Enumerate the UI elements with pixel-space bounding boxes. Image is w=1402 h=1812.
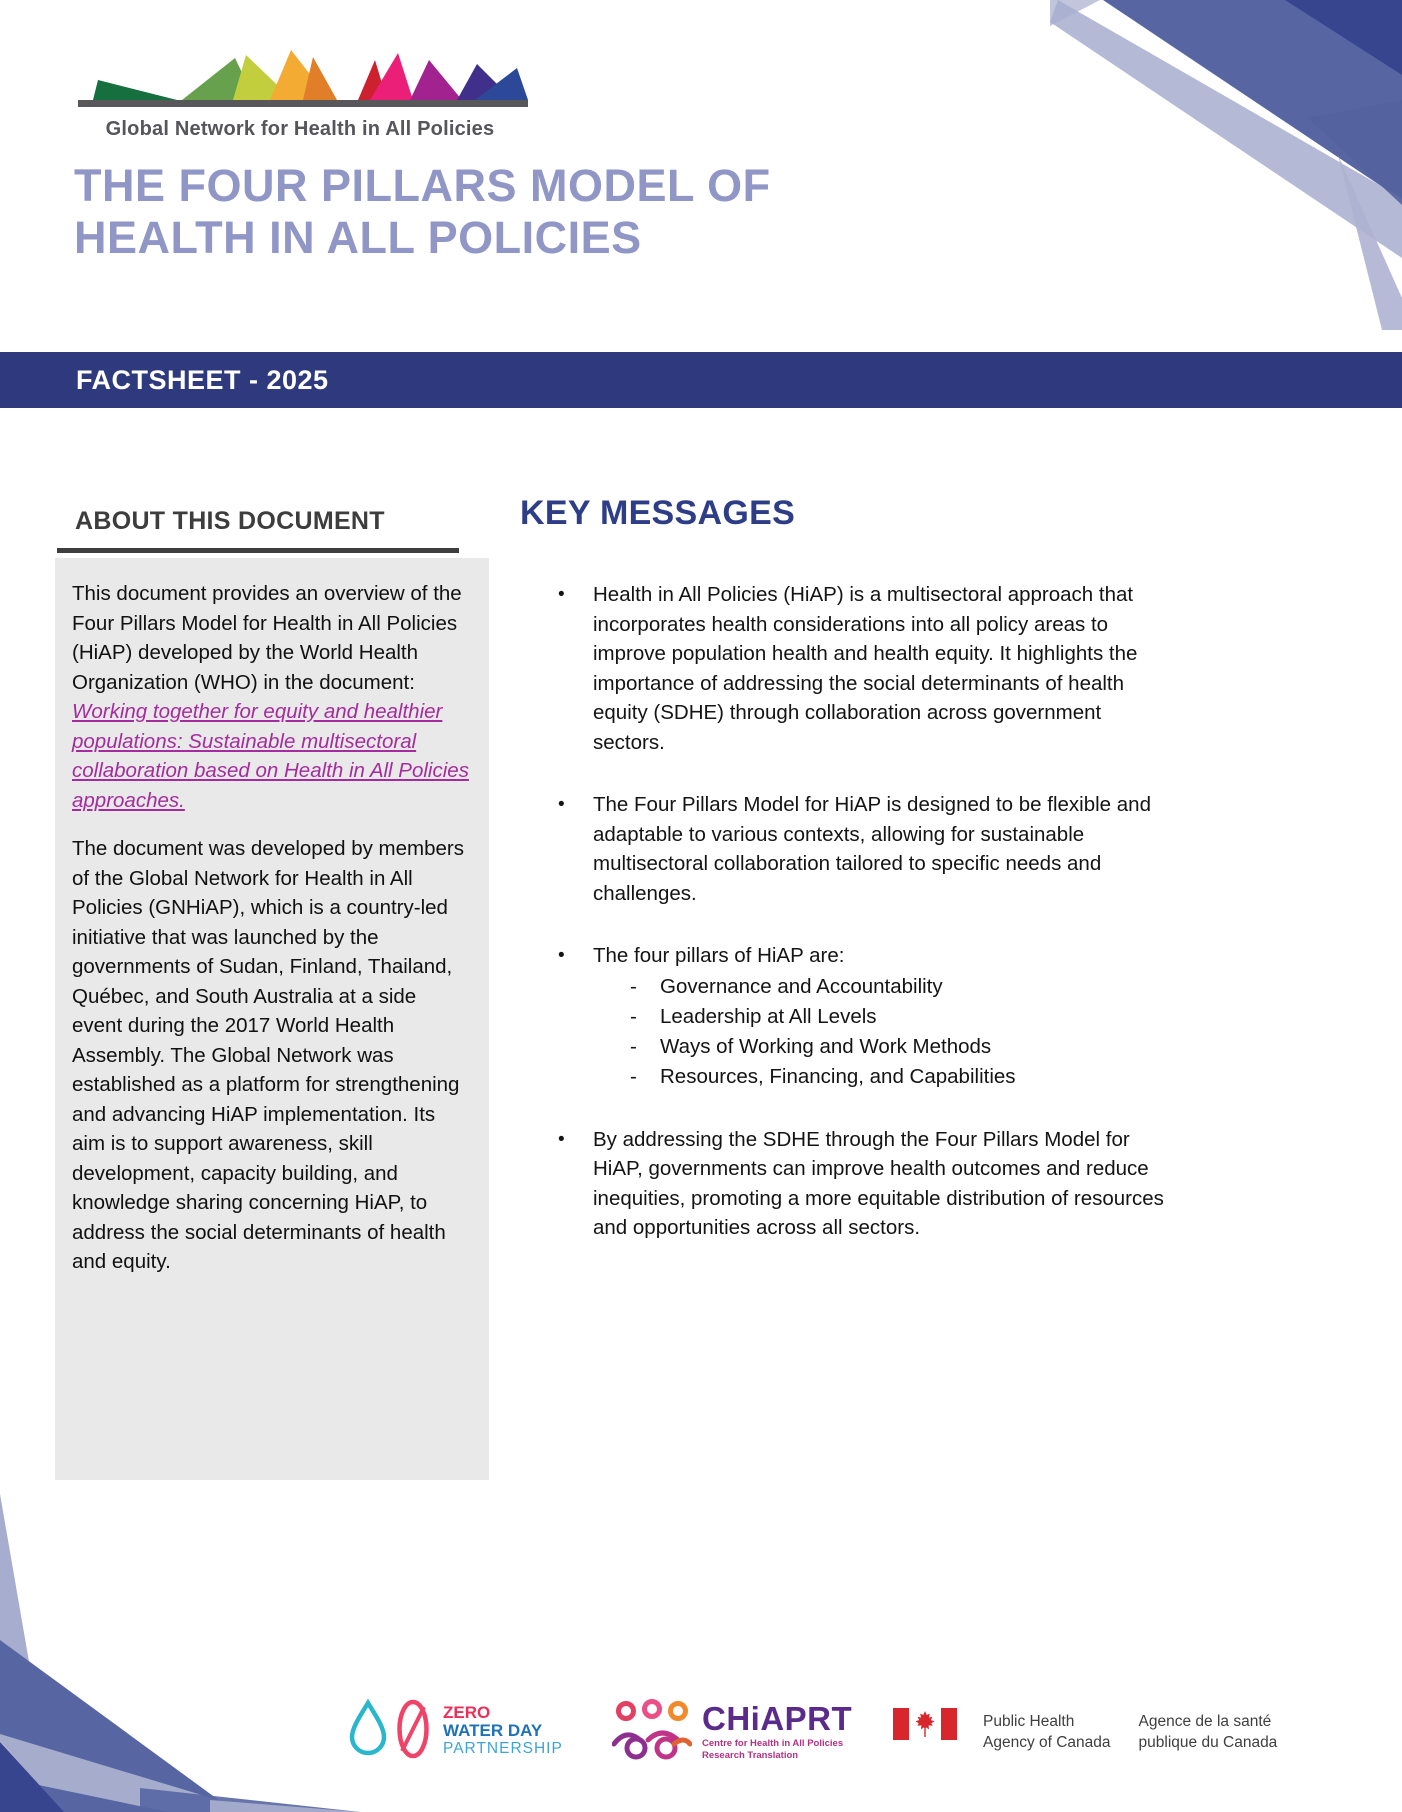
pillar-item [593, 972, 1171, 1002]
about-heading-rule [57, 548, 459, 553]
dash-icon: - [630, 1034, 637, 1058]
no-symbol-icon [395, 1698, 431, 1760]
pillar-label: Leadership at All Levels [660, 1004, 877, 1028]
phac-fr-line2: publique du Canada [1138, 1734, 1278, 1751]
key-messages-heading: KEY MESSAGES [520, 494, 796, 532]
bullet-icon: • [558, 1128, 565, 1150]
chiaprt-name: CHiAPRT [702, 1700, 853, 1737]
canada-flag-icon [893, 1708, 957, 1740]
dash-icon: - [630, 1004, 637, 1028]
public-health-agency-logo [893, 1708, 1277, 1753]
page-title-line2: HEALTH IN ALL POLICIES [74, 212, 642, 263]
dash-icon: - [630, 974, 637, 998]
about-heading: ABOUT THIS DOCUMENT [75, 507, 385, 535]
corner-decoration-top-right [1050, 0, 1402, 330]
pillar-label: Governance and Accountability [660, 974, 943, 998]
phac-fr-line1: Agence de la santé [1138, 1713, 1272, 1730]
people-circles-icon [612, 1698, 692, 1766]
key-message-body [593, 1125, 1171, 1243]
chiaprt-subtitle-line1: Centre for Health in All Policies [702, 1738, 844, 1749]
factsheet-banner-label: FACTSHEET - 2025 [76, 365, 329, 395]
phac-en-line2: Agency of Canada [983, 1734, 1111, 1751]
key-message-text: By addressing the SDHE through the Four Pillars Model for HiAP, governments can improve health outcomes and reduce inequities, promoting a more equitable distribution of resources and opportunities across all sectors. [593, 1127, 1164, 1239]
pillar-item [593, 1062, 1171, 1092]
chiaprt-subtitle [702, 1738, 852, 1761]
chiaprt-wordmark [702, 1702, 852, 1761]
key-message-text: The Four Pillars Model for HiAP is designed to be flexible and adaptable to various contexts, allowing for sustainable multisectoral collaboration tailored to specific needs and challenges. [593, 793, 1151, 905]
phac-en-line1: Public Health [983, 1713, 1075, 1730]
pillar-item [593, 1032, 1171, 1062]
water-drop-icon [348, 1698, 388, 1760]
about-box [55, 558, 489, 1480]
zwd-line3: PARTNERSHIP [443, 1740, 563, 1757]
key-message-text: Health in All Policies (HiAP) is a multisectoral approach that incorporates health considerations into all policy areas to improve population health and health equity. It highlights the importance of addressing the social determinants of health equity (SDHE) through collaboration across government sectors. [593, 583, 1138, 754]
pillar-item [593, 1002, 1171, 1032]
page-title-line1: THE FOUR PILLARS MODEL OF [74, 160, 771, 211]
about-paragraph-1-text: This document provides an overview of the Four Pillars Model for Health in All Policies (HiAP) developed by the World Health Organization (WHO) in the document: [72, 582, 462, 694]
key-message-item [520, 790, 1188, 908]
key-message-body [593, 941, 1171, 1092]
bullet-icon: • [558, 945, 565, 966]
about-paragraph-1 [72, 579, 472, 815]
key-message-text: The four pillars of HiAP are: [593, 944, 845, 967]
zero-water-day-wordmark [443, 1704, 563, 1758]
who-document-link[interactable]: Working together for equity and healthier populations: Sustainable multisectoral collaboration based on Health in All Policies approaches. [72, 700, 469, 812]
bullet-icon: • [558, 794, 565, 815]
phac-french-label [1139, 1711, 1278, 1753]
pillar-label: Ways of Working and Work Methods [660, 1034, 992, 1058]
factsheet-banner [0, 352, 1402, 408]
corner-decoration-bottom-left [0, 1482, 360, 1812]
bullet-icon: • [558, 584, 565, 605]
zero-water-day-logo [348, 1698, 563, 1760]
gnhiap-logo-mountains-icon [65, 42, 535, 110]
zwd-line1: ZERO [443, 1703, 491, 1722]
dash-icon: - [630, 1064, 637, 1088]
pillar-label: Resources, Financing, and Capabilities [660, 1064, 1016, 1088]
key-message-item [520, 1125, 1188, 1243]
logo-caption: Global Network for Health in All Policies [105, 118, 495, 140]
about-paragraph-2: The document was developed by members of the Global Network for Health in All Policies (GNHiAP), which is a country-led initiative that was launched by the governments of Sudan, Finland, Thailand, Québec, and South Australia at a side event during the 2017 World Health Assembly. The Global Network was established as a platform for strengthening and advancing HiAP implementation. Its aim is to support awareness, skill development, capacity building, and knowledge sharing concerning HiAP, to address the social determinants of health and equity. [72, 837, 464, 1273]
chiaprt-subtitle-line2: Research Translation [702, 1749, 799, 1761]
four-pillars-sublist [593, 972, 1171, 1092]
key-message-body [593, 580, 1171, 757]
page-title [74, 160, 974, 264]
zwd-line2: WATER DAY [443, 1721, 543, 1740]
chiaprt-logo [612, 1698, 852, 1766]
key-message-item [520, 941, 1188, 1092]
key-messages-list [520, 580, 1188, 1276]
key-message-body [593, 790, 1171, 908]
phac-english-label [983, 1711, 1111, 1753]
key-message-item [520, 580, 1188, 757]
